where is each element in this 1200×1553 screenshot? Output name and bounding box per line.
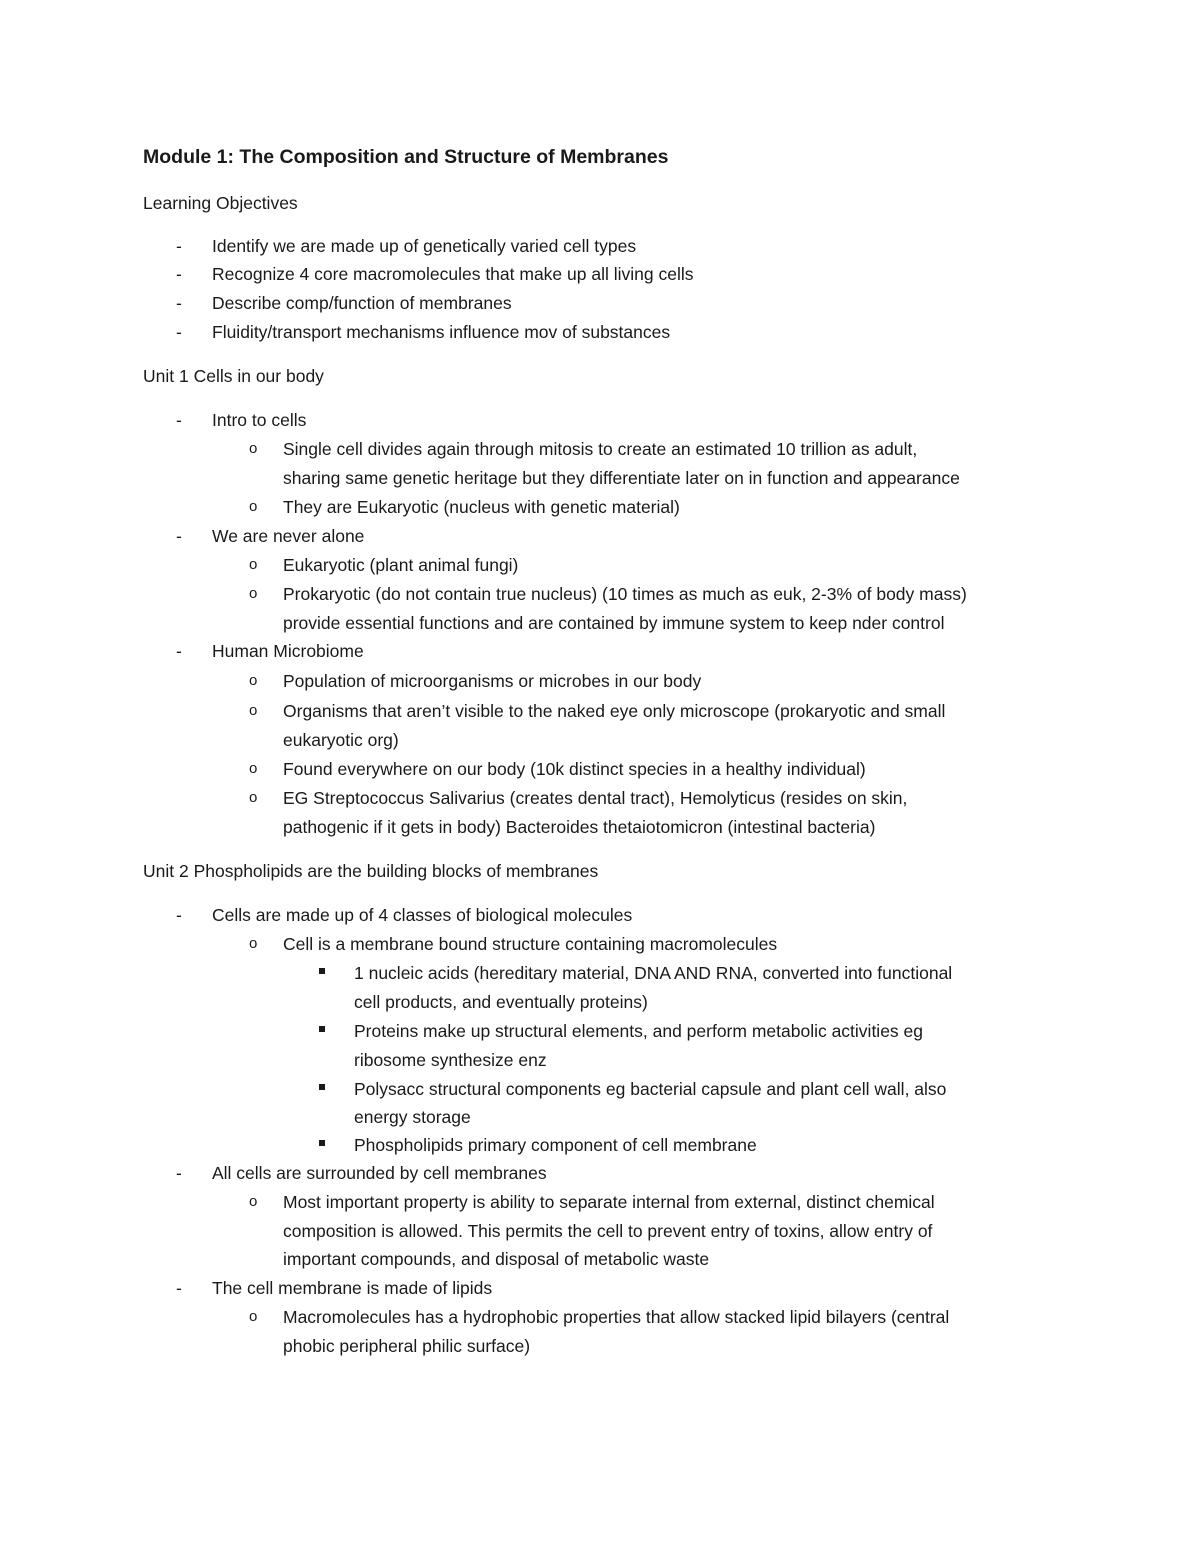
list-item: Identify we are made up of genetically varied cell types <box>212 236 637 256</box>
list-item-continuation: sharing same genetic heritage but they differentiate later on in function and appearance <box>283 468 960 488</box>
circle-marker: o <box>249 498 258 515</box>
dash-marker: - <box>176 1163 182 1183</box>
list-item: Fluidity/transport mechanisms influence mov of substances <box>212 322 671 342</box>
list-item-continuation: eukaryotic org) <box>283 730 399 750</box>
dash-marker: - <box>176 1278 182 1298</box>
list-item: Proteins make up structural elements, and perform metabolic activities eg <box>354 1021 924 1041</box>
list-item: EG Streptococcus Salivarius (creates dental tract), Hemolyticus (resides on skin, <box>283 788 908 808</box>
dash-marker: - <box>176 641 182 661</box>
circle-marker: o <box>249 935 258 952</box>
list-item-continuation: important compounds, and disposal of metabolic waste <box>283 1249 710 1269</box>
dash-marker: - <box>176 236 182 256</box>
square-bullet-icon <box>319 1140 325 1146</box>
circle-marker: o <box>249 702 258 719</box>
list-item: Intro to cells <box>212 410 307 430</box>
circle-marker: o <box>249 440 258 457</box>
list-item: Polysacc structural components eg bacterial capsule and plant cell wall, also <box>354 1079 947 1099</box>
list-item: Found everywhere on our body (10k distinct species in a healthy individual) <box>283 759 866 779</box>
list-item-continuation: ribosome synthesize enz <box>354 1050 547 1070</box>
list-item: Prokaryotic (do not contain true nucleus) (10 times as much as euk, 2-3% of body mass) <box>283 584 967 604</box>
list-item: Population of microorganisms or microbes in our body <box>283 671 702 691</box>
circle-marker: o <box>249 585 258 602</box>
list-item-continuation: composition is allowed. This permits the cell to prevent entry of toxins, allow entry of <box>283 1221 933 1241</box>
list-item: All cells are surrounded by cell membranes <box>212 1163 547 1183</box>
square-bullet-icon <box>319 968 325 974</box>
list-item-continuation: pathogenic if it gets in body) Bacteroides thetaiotomicron (intestinal bacteria) <box>283 817 876 837</box>
list-item: 1 nucleic acids (hereditary material, DNA AND RNA, converted into functional <box>354 963 953 983</box>
section-heading: Learning Objectives <box>143 193 298 213</box>
dash-marker: - <box>176 526 182 546</box>
square-bullet-icon <box>319 1026 325 1032</box>
list-item-continuation: phobic peripheral philic surface) <box>283 1336 531 1356</box>
list-item: Macromolecules has a hydrophobic properties that allow stacked lipid bilayers (central <box>283 1307 950 1327</box>
list-item: They are Eukaryotic (nucleus with genetic material) <box>283 497 680 517</box>
list-item: Organisms that aren’t visible to the naked eye only microscope (prokaryotic and small <box>283 701 946 721</box>
dash-marker: - <box>176 293 182 313</box>
dash-marker: - <box>176 322 182 342</box>
circle-marker: o <box>249 760 258 777</box>
square-bullet-icon <box>319 1084 325 1090</box>
list-item: Single cell divides again through mitosis to create an estimated 10 trillion as adult, <box>283 439 918 459</box>
list-item: Cells are made up of 4 classes of biological molecules <box>212 905 633 925</box>
list-item: We are never alone <box>212 526 365 546</box>
dash-marker: - <box>176 410 182 430</box>
list-item-continuation: provide essential functions and are contained by immune system to keep nder control <box>283 613 945 633</box>
page-title: Module 1: The Composition and Structure of Membranes <box>143 146 669 168</box>
circle-marker: o <box>249 1193 258 1210</box>
dash-marker: - <box>176 264 182 284</box>
circle-marker: o <box>249 672 258 689</box>
section-heading: Unit 1 Cells in our body <box>143 366 324 386</box>
circle-marker: o <box>249 1308 258 1325</box>
list-item: Most important property is ability to separate internal from external, distinct chemical <box>283 1192 935 1212</box>
list-item: Recognize 4 core macromolecules that make up all living cells <box>212 264 694 284</box>
list-item: Eukaryotic (plant animal fungi) <box>283 555 519 575</box>
list-item: Describe comp/function of membranes <box>212 293 512 313</box>
list-item: Cell is a membrane bound structure containing macromolecules <box>283 934 778 954</box>
list-item-continuation: cell products, and eventually proteins) <box>354 992 648 1012</box>
section-heading: Unit 2 Phospholipids are the building blocks of membranes <box>143 861 599 881</box>
circle-marker: o <box>249 556 258 573</box>
list-item: The cell membrane is made of lipids <box>212 1278 493 1298</box>
list-item: Phospholipids primary component of cell membrane <box>354 1135 757 1155</box>
dash-marker: - <box>176 905 182 925</box>
circle-marker: o <box>249 789 258 806</box>
list-item: Human Microbiome <box>212 641 364 661</box>
list-item-continuation: energy storage <box>354 1107 471 1127</box>
